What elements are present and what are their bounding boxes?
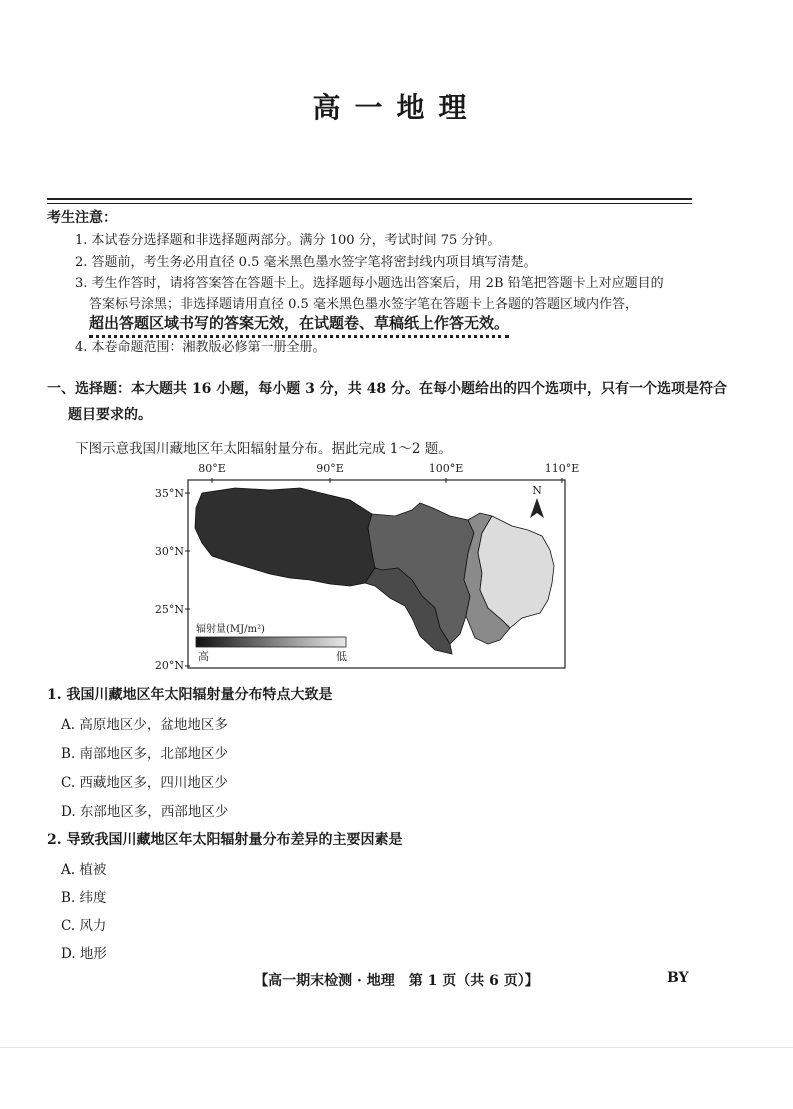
legend-color-bar <box>196 637 346 647</box>
lon-label-90e: 90°E <box>316 462 344 475</box>
header-rule-thin <box>47 203 692 204</box>
question-option: D. 地形 <box>61 946 107 962</box>
region-tibet-west <box>195 488 375 586</box>
legend-high-label: 高 <box>198 650 209 663</box>
notice-item: 答案标号涂黑；非选择题请用直径 0.5 毫米黑色墨水签字笔在答题卡上各题的答题区域内作答， <box>89 297 638 312</box>
page-title: 高一地理 <box>312 91 481 124</box>
lat-label-30n: 30°N <box>154 545 184 558</box>
question-option: B. 纬度 <box>61 890 107 906</box>
paper-code: BY <box>667 970 689 986</box>
question-stem: 2. 导致我国川藏地区年太阳辐射量分布差异的主要因素是 <box>47 832 403 848</box>
question-option: D. 东部地区多，西部地区少 <box>61 804 229 820</box>
north-arrow <box>530 484 544 518</box>
lat-label-35n: 35°N <box>154 487 184 500</box>
question-option: C. 风力 <box>61 918 107 934</box>
north-label: N <box>532 484 542 497</box>
notice-emphasis-text: 超出答题区域书写的答案无效，在试题卷、草稿纸上作答无效。 <box>89 314 509 338</box>
notice-item: 1. 本试卷分选择题和非选择题两部分。满分 100 分，考试时间 75 分钟。 <box>75 233 501 248</box>
notice-emphasis <box>89 312 509 333</box>
lon-label-110e: 110°E <box>544 462 580 475</box>
lon-labels <box>198 462 579 475</box>
north-arrow-icon <box>530 498 544 518</box>
radiation-map <box>150 458 580 678</box>
legend <box>196 622 347 663</box>
section-heading: 一、选择题：本大题共 16 小题，每小题 3 分，共 48 分。在每小题给出的四个选项中，只有一个选项是符合 <box>47 381 727 397</box>
question-option: C. 西藏地区多，四川地区少 <box>61 775 228 791</box>
lat-label-20n: 20°N <box>154 659 184 672</box>
notice-item: 3. 考生作答时，请将答案答在答题卡上。选择题每小题选出答案后，用 2B 铅笔把答题卡上对应题目的 <box>75 276 664 291</box>
notice-heading: 考生注意： <box>47 210 117 226</box>
map-intro: 下图示意我国川藏地区年太阳辐射量分布。据此完成 1～2 题。 <box>75 441 452 457</box>
question-stem: 1. 我国川藏地区年太阳辐射量分布特点大致是 <box>47 687 333 703</box>
page-footer: 【高一期末检测 · 地理 第 1 页（共 6 页）】 <box>254 973 539 989</box>
legend-title: 辐射量(MJ/m²) <box>196 624 265 635</box>
legend-low-label: 低 <box>336 650 347 663</box>
lon-label-80e: 80°E <box>198 462 226 475</box>
lon-label-100e: 100°E <box>428 462 464 475</box>
lat-label-25n: 25°N <box>154 603 184 616</box>
section-heading-cont: 题目要求的。 <box>68 407 152 423</box>
header-rule-thick <box>47 198 692 200</box>
question-option: A. 高原地区少，盆地地区多 <box>61 717 228 733</box>
notice-item: 2. 答题前，考生务必用直径 0.5 毫米黑色墨水签字笔将密封线内项目填写清楚。 <box>75 255 537 270</box>
question-option: B. 南部地区多，北部地区少 <box>61 746 229 762</box>
question-option: A. 植被 <box>61 862 107 878</box>
notice-item: 4. 本卷命题范围：湘教版必修第一册全册。 <box>75 340 326 355</box>
scan-edge <box>0 1047 793 1048</box>
lat-labels <box>155 487 184 672</box>
